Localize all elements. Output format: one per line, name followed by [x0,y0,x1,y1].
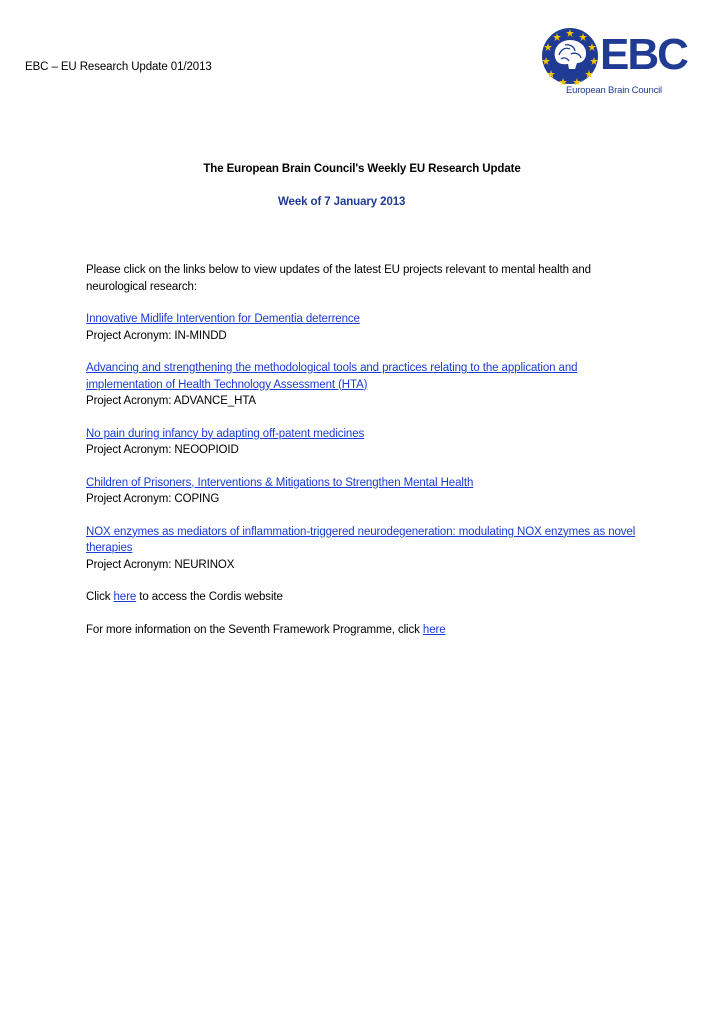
project-acronym: Project Acronym: IN-MINDD [86,329,227,342]
fp7-prefix: For more information on the Seventh Framework Programme, click [86,623,423,636]
project-link-neoopioid[interactable]: No pain during infancy by adapting off-patent medicines [86,427,365,440]
project-entry [86,426,646,459]
project-link-neurinox[interactable]: NOX enzymes as mediators of inflammation-triggered neurodegeneration: modulating NOX enzymes as novel therapies [86,525,636,554]
brain-stars-logo-icon [541,27,599,85]
project-link-in-mindd[interactable]: Innovative Midlife Intervention for Dementia deterrence [86,313,360,325]
logo-acronym: EBC [600,30,687,79]
document-header-title: EBC – EU Research Update 01/2013 [25,61,212,73]
project-link-advance-hta[interactable]: Advancing and strengthening the methodological tools and practices relating to the application and implementation of Health Technology Assessment (HTA) [86,362,578,391]
project-entry [86,360,646,410]
logo-tagline: European Brain Council [566,85,662,96]
project-acronym: Project Acronym: COPING [86,493,220,505]
project-acronym: Project Acronym: ADVANCE_HTA [86,395,256,407]
cordis-suffix: to access the Cordis website [136,591,283,603]
cordis-paragraph [86,589,646,606]
ebc-logo [541,27,687,99]
cordis-here-link[interactable]: here [113,591,137,603]
project-entry [86,524,646,574]
intro-paragraph: Please click on the links below to view updates of the latest EU projects relevant to mental health and neurological research: [86,264,591,293]
cordis-prefix: Click [86,591,114,603]
project-entry [86,475,646,508]
project-acronym: Project Acronym: NEURINOX [86,558,235,571]
project-acronym: Project Acronym: NEOOPIOID [86,444,239,456]
project-entry [86,311,646,344]
fp7-here-link[interactable]: here [422,623,446,636]
week-heading: Week of 7 January 2013 [278,196,406,208]
document-title: The European Brain Council's Weekly EU Research Update [203,163,521,175]
project-link-coping[interactable]: Children of Prisoners, Interventions & Mitigations to Strengthen Mental Health [86,476,474,489]
document-body [86,262,646,638]
fp7-paragraph [86,622,646,639]
